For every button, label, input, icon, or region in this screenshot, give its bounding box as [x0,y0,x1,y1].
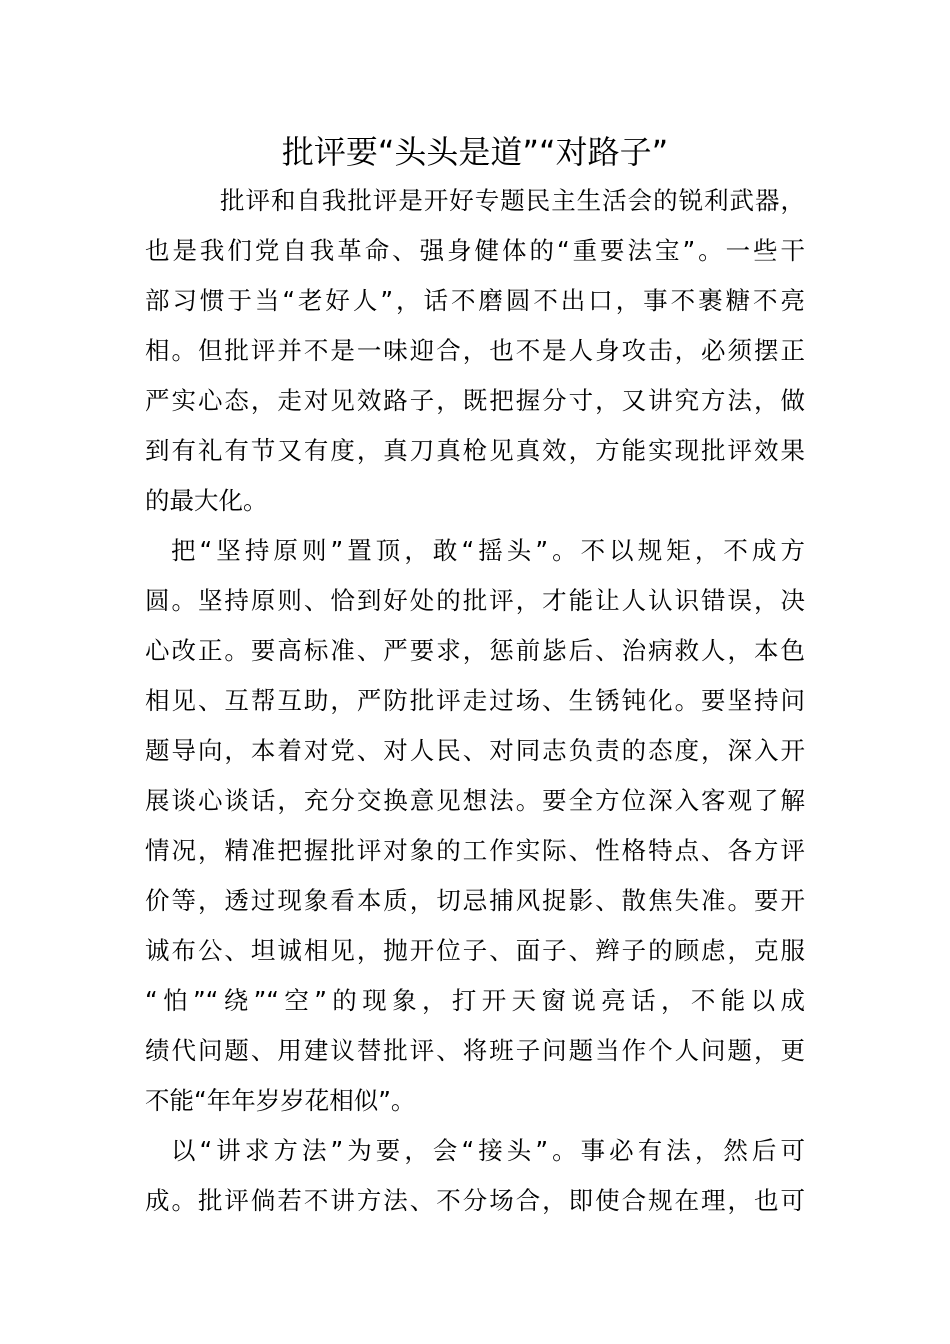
paragraph-method [145,1126,805,1226]
paragraph-line: 心改正。要高标准、严要求，惩前毖后、治病救人，本色 [145,636,805,665]
paragraph-line: 价等，透过现象看本质，切忌捕风捉影、散焦失准。要开 [145,886,805,915]
paragraph-line: 也是我们党自我革命、强身健体的“重要法宝”。一些干 [145,236,805,265]
paragraph-line: 部习惯于当“老好人”，话不磨圆不出口，事不裹糖不亮 [145,286,805,315]
paragraph-line: 展谈心谈话，充分交换意见想法。要全方位深入客观了解 [145,786,805,815]
paragraph-line: 以“讲求方法”为要，会“接头”。事必有法，然后可 [171,1136,805,1165]
paragraph-line: 不能“年年岁岁花相似”。 [145,1086,416,1115]
paragraph-line: 相。但批评并不是一味迎合，也不是人身攻击，必须摆正 [145,336,805,365]
paragraph-principle [145,526,805,1126]
paragraph-line: “怕”“绕”“空”的现象，打开天窗说亮话，不能以成 [145,986,805,1015]
paragraph-line: 到有礼有节又有度，真刀真枪见真效，方能实现批评效果 [145,436,805,465]
paragraph-line: 把“坚持原则”置顶，敢“摇头”。不以规矩，不成方 [171,536,805,565]
document-body [145,176,805,1226]
document-title: 批评要“头头是道”“对路子” [281,133,669,171]
paragraph-line: 诚布公、坦诚相见，抛开位子、面子、辫子的顾虑，克服 [145,936,805,965]
paragraph-line: 成。批评倘若不讲方法、不分场合，即使合规在理，也可 [145,1186,805,1215]
paragraph-line: 相见、互帮互助，严防批评走过场、生锈钝化。要坚持问 [145,686,805,715]
paragraph-line: 绩代问题、用建议替批评、将班子问题当作个人问题，更 [145,1036,805,1065]
paragraph-line: 严实心态，走对见效路子，既把握分寸，又讲究方法，做 [145,386,805,415]
paragraph-line: 圆。坚持原则、恰到好处的批评，才能让人认识错误，决 [145,586,805,615]
paragraph-line: 批评和自我批评是开好专题民主生活会的锐利武器， [220,186,805,215]
paragraph-line: 题导向，本着对党、对人民、对同志负责的态度，深入开 [145,736,805,765]
paragraph-line: 的最大化。 [145,486,268,515]
paragraph-line: 情况，精准把握批评对象的工作实际、性格特点、各方评 [145,836,805,865]
paragraph-intro [145,176,805,526]
